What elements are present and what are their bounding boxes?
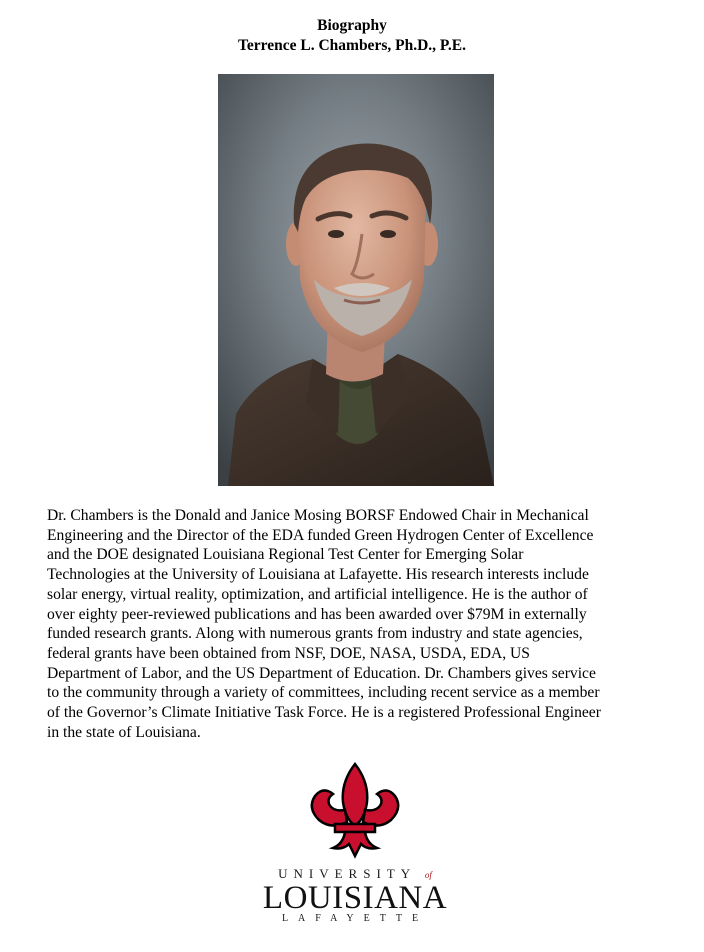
document-header [0,16,704,56]
portrait-photo [218,74,494,486]
bio-line: funded research grants. Along with numerous grants from industry and state agencies, [47,625,583,643]
bio-line: Dr. Chambers is the Donald and Janice Mosing BORSF Endowed Chair in Mechanical [47,507,589,524]
logo-louisiana-text: LOUISIANA [262,880,448,916]
bio-line: Engineering and the Director of the EDA funded Green Hydrogen Center of Excellence [47,526,594,544]
bio-line: in the state of Louisiana. [47,723,201,741]
logo-of-text: of [424,870,432,880]
document-title: Biography [317,17,387,34]
bio-line: Technologies at the University of Louisiana at Lafayette. His research interests include [47,566,589,584]
bio-line: over eighty peer-reviewed publications and has been awarded over $79M in externally [47,605,587,623]
bio-line: to the community through a variety of committees, including recent service as a member [47,684,600,702]
bio-line: of the Governor’s Climate Initiative Task Force. He is a registered Professional Engineer [47,704,601,722]
portrait-illustration [218,74,494,486]
bio-line: Department of Labor, and the US Department of Education. Dr. Chambers gives service [47,664,596,682]
person-name: Terrence L. Chambers, Ph.D., P.E. [237,37,467,54]
biography-text [47,506,667,742]
bio-line: federal grants have been obtained from NSF, DOE, NASA, USDA, EDA, US [47,644,530,662]
logo-lafayette-text: LAFAYETTE [281,913,429,924]
fleur-de-lis-icon [305,760,405,860]
bio-line: and the DOE designated Louisiana Regional Test Center for Emerging Solar [47,546,524,564]
bio-line: solar energy, virtual reality, optimization, and artificial intelligence. He is the author of [47,585,588,603]
university-logo [250,760,460,930]
logo-university-text: UNIVERSITY of [278,866,432,881]
